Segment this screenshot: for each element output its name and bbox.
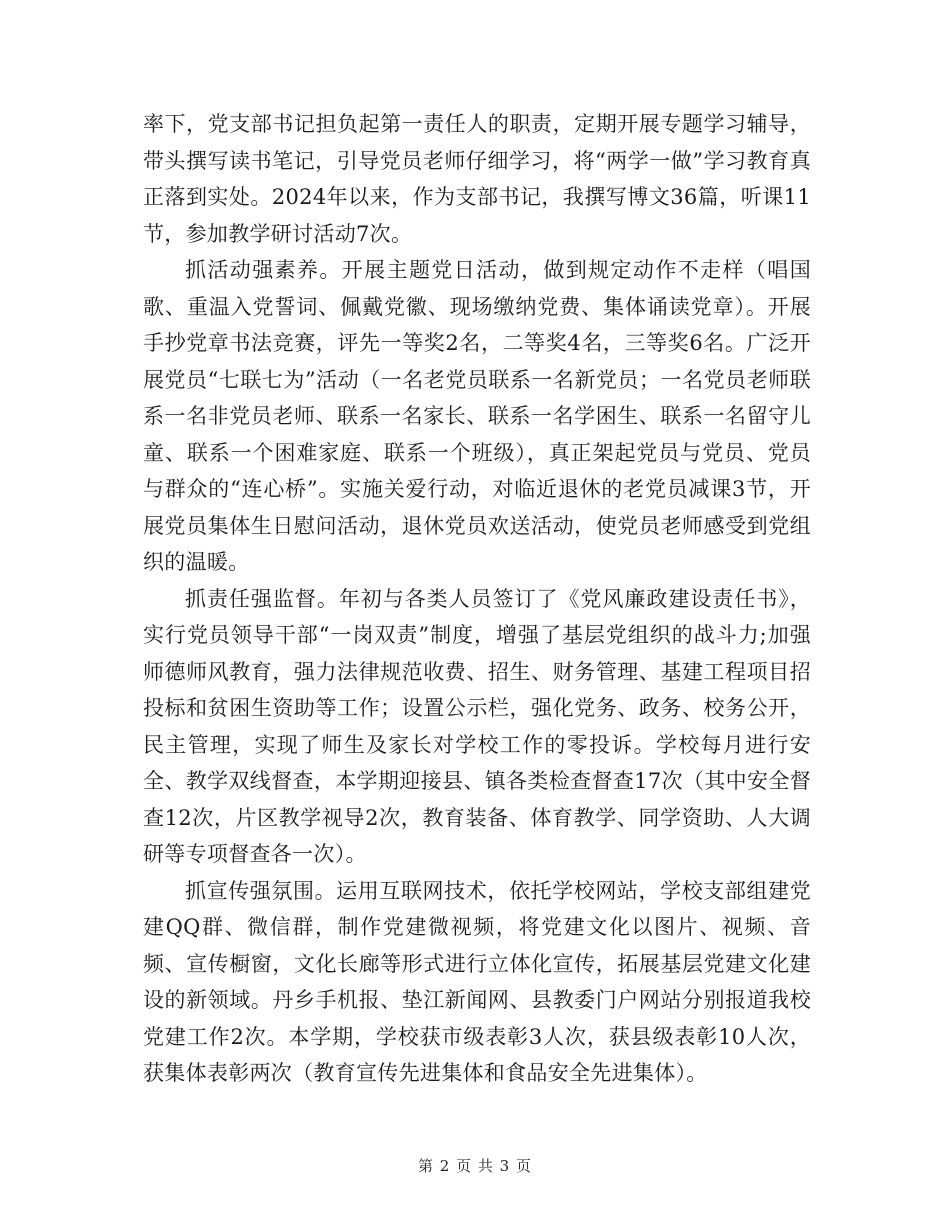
- paragraph-continuation: 率下，党支部书记担负起第一责任人的职责，定期开展专题学习辅导，带头撰写读书笔记，引导党员老师仔细学习，将“两学一做”学习教育真正落到实处。2024年以来，作为支部书记，我撰写博文36篇，听课11节，参加教学研讨活动7次。: [143, 112, 811, 246]
- document-body: [143, 106, 811, 1092]
- paragraph-publicity: 抓宣传强氛围。运用互联网技术，依托学校网站，学校支部组建党建QQ群、微信群，制作党建微视频，将党建文化以图片、视频、音频、宣传橱窗，文化长廊等形式进行立体化宣传，拓展基层党建文化建设的新领域。丹乡手机报、垫江新闻网、县教委门户网站分别报道我校党建工作2次。本学期，学校获市级表彰3人次，获县级表彰10人次，获集体表彰两次（教育宣传先进集体和食品安全先进集体）。: [143, 878, 811, 1085]
- paragraph-supervision: 抓责任强监督。年初与各类人员签订了《党风廉政建设责任书》，实行党员领导干部“一岗双责”制度，增强了基层党组织的战斗力;加强师德师风教育，强力法律规范收费、招生、财务管理、基建工程项目招投标和贫困生资助等工作；设置公示栏，强化党务、政务、校务公开，民主管理，实现了师生及家长对学校工作的零投诉。学校每月进行安全、教学双线督查，本学期迎接县、镇各类检查督查17次（其中安全督查12次，片区教学视导2次，教育装备、体育教学、同学资助、人大调研等专项督查各一次）。: [143, 586, 811, 866]
- page-number-footer: 第 2 页 共 3 页: [418, 1157, 532, 1175]
- paragraph-activities: 抓活动强素养。开展主题党日活动，做到规定动作不走样（唱国歌、重温入党誓词、佩戴党徽、现场缴纳党费、集体诵读党章）。开展手抄党章书法竞赛，评先一等奖2名，二等奖4名，三等奖6名。广泛开展党员“七联七为”活动（一名老党员联系一名新党员；一名党员老师联系一名非党员老师、联系一名家长、联系一名学困生、联系一名留守儿童、联系一个困难家庭、联系一个班级），真正架起党员与党员、党员与群众的“连心桥”。实施关爱行动，对临近退休的老党员减课3节，开展党员集体生日慰问活动，退休党员欢送活动，使党员老师感受到党组织的温暖。: [143, 258, 811, 574]
